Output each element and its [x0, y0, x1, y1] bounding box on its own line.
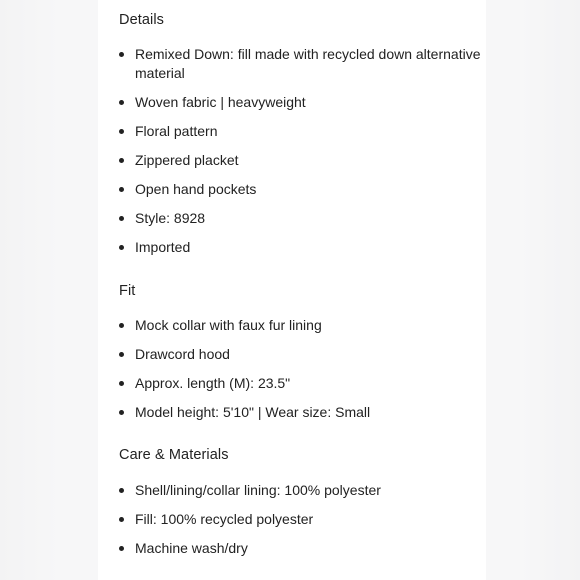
list-item: [119, 238, 489, 257]
section-title-details: Details: [119, 12, 165, 28]
list-item-text: Woven fabric | heavyweight: [135, 94, 306, 110]
list-item: [119, 316, 489, 335]
list-item: [119, 45, 489, 83]
fit-list: [119, 316, 489, 432]
list-item-text: Drawcord hood: [135, 346, 230, 362]
care-materials-list: [119, 481, 489, 568]
list-item-text: Machine wash/dry: [135, 540, 248, 556]
details-list: [119, 45, 489, 267]
list-item: [119, 510, 489, 529]
list-item: [119, 93, 489, 112]
section-title-fit: Fit: [119, 283, 136, 299]
list-item: [119, 209, 489, 228]
list-item: [119, 151, 489, 170]
list-item: [119, 180, 489, 199]
list-item: [119, 345, 489, 364]
section-title-care-materials: Care & Materials: [119, 447, 229, 463]
list-item: [119, 374, 489, 393]
list-item-text: Fill: 100% recycled polyester: [135, 511, 314, 527]
list-item-text: Open hand pockets: [135, 181, 257, 197]
list-item-text: Remixed Down: fill made with recycled down alternative material: [135, 46, 481, 81]
list-item-text: Mock collar with faux fur lining: [135, 317, 322, 333]
list-item: [119, 481, 489, 500]
list-item-text: Model height: 5'10" | Wear size: Small: [135, 404, 371, 420]
list-item-text: Floral pattern: [135, 123, 218, 139]
list-item: [119, 122, 489, 141]
list-item-text: Zippered placket: [135, 152, 239, 168]
list-item-text: Approx. length (M): 23.5": [135, 375, 291, 391]
list-item: [119, 403, 489, 422]
list-item-text: Style: 8928: [135, 210, 206, 226]
list-item-text: Shell/lining/collar lining: 100% polyester: [135, 482, 381, 498]
list-item: [119, 539, 489, 558]
list-item-text: Imported: [135, 239, 191, 255]
